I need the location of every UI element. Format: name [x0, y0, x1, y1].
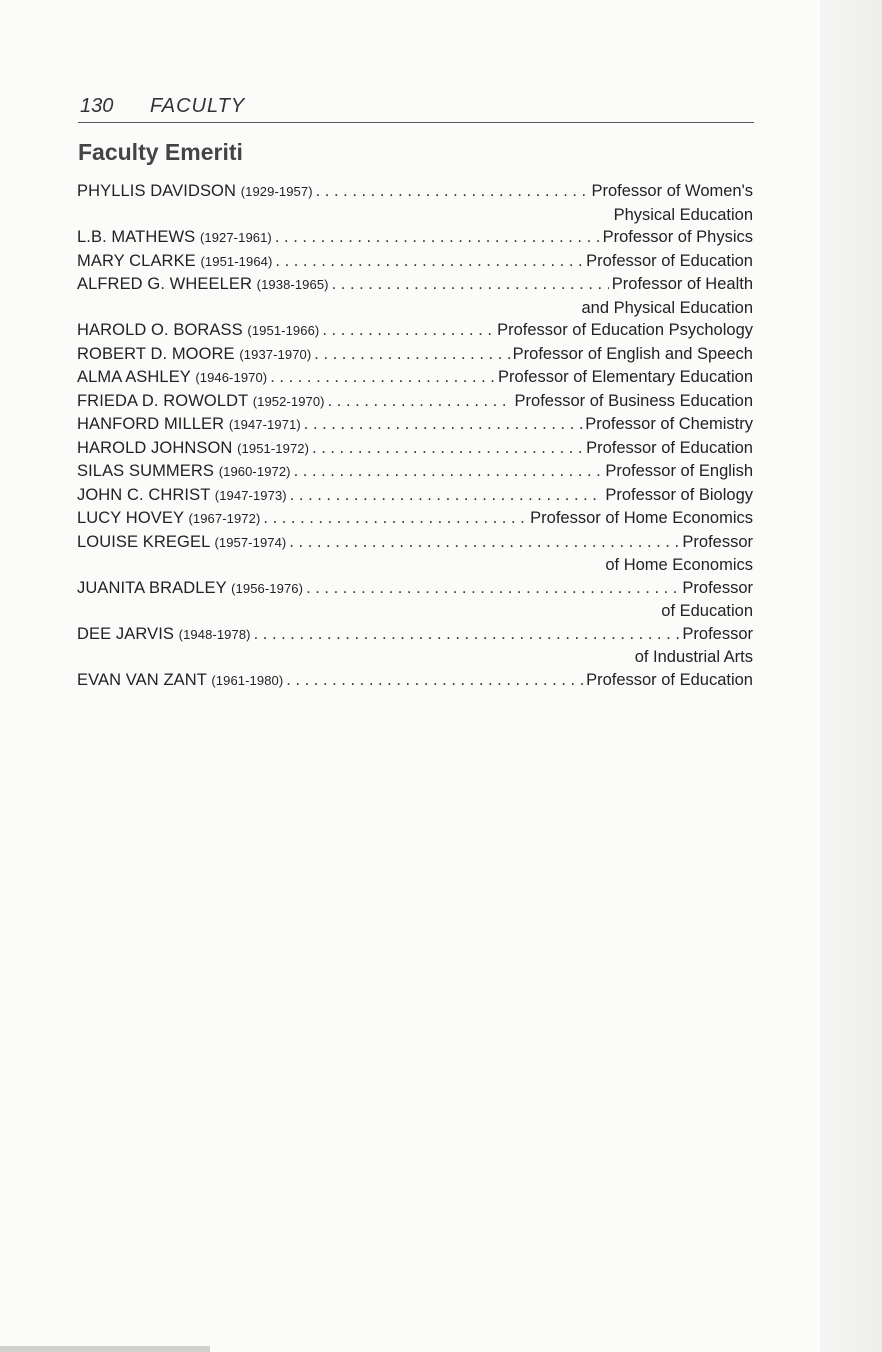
- entry-title-continuation: and Physical Education: [581, 298, 753, 317]
- faculty-entry: [77, 319, 753, 343]
- service-years: (1938-1965): [256, 277, 329, 292]
- entry-title: Professor of Education: [586, 251, 753, 270]
- entry-first-line: [77, 623, 753, 647]
- service-years: (1960-1972): [218, 464, 291, 479]
- entry-first-line: [77, 484, 753, 508]
- entry-title: Professor of Physics: [602, 228, 753, 246]
- running-head: FACULTY: [150, 95, 246, 117]
- entry-first-line: [77, 531, 753, 555]
- faculty-entry: [77, 484, 753, 508]
- entry-title: Professor of Women's: [591, 182, 753, 200]
- entry-first-line: [77, 226, 753, 250]
- entry-first-line: [77, 273, 753, 297]
- entry-title: Professor of Biology: [605, 485, 753, 504]
- service-years: (1947-1971): [228, 417, 301, 432]
- scan-edge-bar: [0, 1346, 210, 1352]
- faculty-entry: [77, 226, 753, 250]
- entry-name: [77, 623, 251, 647]
- dot-leader: [263, 507, 527, 530]
- entry-first-line: [77, 250, 753, 274]
- entry-name: [77, 669, 283, 693]
- dot-leader: [314, 343, 509, 366]
- dot-leader: [286, 669, 583, 692]
- entry-title: Professor of English: [605, 462, 753, 480]
- service-years: (1957-1974): [214, 534, 287, 550]
- entry-title-continuation: of Education: [661, 602, 753, 620]
- dot-leader: [289, 531, 679, 554]
- entry-name: [77, 460, 291, 484]
- dot-leader: [304, 413, 582, 436]
- service-years: (1947-1973): [214, 487, 287, 503]
- faculty-name: SILAS SUMMERS: [77, 462, 214, 480]
- faculty-entry: [77, 577, 753, 623]
- faculty-entry: [77, 250, 753, 274]
- entry-title: Professor: [682, 578, 753, 597]
- dot-leader: [322, 319, 494, 342]
- faculty-name: L.B. MATHEWS: [77, 228, 196, 246]
- service-years: (1951-1966): [247, 323, 320, 338]
- entry-name: [77, 390, 325, 414]
- service-years: (1952-1970): [252, 393, 325, 409]
- page-edge-shadow: [820, 0, 882, 1352]
- dot-leader: [306, 577, 679, 600]
- entry-name: [77, 484, 287, 508]
- entry-first-line: [77, 669, 753, 693]
- entry-title: Professor of English and Speech: [512, 344, 753, 363]
- faculty-entry: [77, 460, 753, 484]
- faculty-name: ALMA ASHLEY: [77, 368, 191, 386]
- faculty-name: DEE JARVIS: [77, 624, 174, 643]
- dot-leader: [316, 180, 589, 203]
- faculty-name: EVAN VAN ZANT: [77, 670, 207, 689]
- faculty-name: ROBERT D. MOORE: [77, 344, 235, 363]
- entry-first-line: [77, 507, 753, 531]
- faculty-entry: [77, 669, 753, 693]
- entry-name: [77, 343, 311, 367]
- faculty-name: LOUISE KREGEL: [77, 532, 210, 551]
- faculty-name: FRIEDA D. ROWOLDT: [77, 391, 248, 410]
- entry-title: Professor of Business Education: [514, 391, 753, 410]
- service-years: (1927-1961): [199, 230, 272, 245]
- entry-name: [77, 250, 272, 274]
- faculty-entry: [77, 390, 753, 414]
- service-years: (1961-1980): [211, 672, 284, 688]
- dot-leader: [290, 484, 603, 507]
- entry-name: [77, 507, 260, 531]
- entry-name: [77, 180, 313, 204]
- dot-leader: [332, 273, 609, 296]
- faculty-name: HANFORD MILLER: [77, 415, 225, 433]
- entry-title-continuation: Physical Education: [613, 205, 753, 224]
- faculty-entry: [77, 413, 753, 437]
- dot-leader: [328, 390, 512, 413]
- dot-leader: [294, 460, 603, 483]
- entry-name: [77, 413, 301, 437]
- entry-title: Professor: [682, 532, 753, 551]
- entry-title: Professor of Home Economics: [530, 509, 753, 527]
- entry-first-line: [77, 180, 753, 204]
- faculty-entry: [77, 180, 753, 226]
- faculty-name: HAROLD JOHNSON: [77, 438, 233, 457]
- faculty-entry: [77, 531, 753, 577]
- service-years: (1948-1978): [178, 626, 251, 642]
- entry-first-line: [77, 343, 753, 367]
- entry-title-continuation: of Home Economics: [605, 556, 753, 574]
- dot-leader: [275, 250, 583, 273]
- faculty-name: PHYLLIS DAVIDSON: [77, 182, 237, 200]
- entry-first-line: [77, 577, 753, 601]
- faculty-emeriti-list: [77, 180, 753, 692]
- faculty-entry: [77, 507, 753, 531]
- service-years: (1951-1972): [237, 440, 310, 456]
- entry-first-line: [77, 413, 753, 437]
- section-title: Faculty Emeriti: [78, 139, 243, 165]
- service-years: (1937-1970): [239, 346, 312, 362]
- service-years: (1951-1964): [200, 253, 273, 269]
- faculty-entry: [77, 437, 753, 461]
- faculty-entry: [77, 623, 753, 669]
- faculty-entry: [77, 343, 753, 367]
- dot-leader: [270, 366, 495, 389]
- entry-title: Professor of Education Psychology: [497, 321, 753, 339]
- page-number: 130: [80, 95, 114, 117]
- faculty-name: JUANITA BRADLEY: [77, 578, 227, 597]
- faculty-name: ALFRED G. WHEELER: [77, 275, 252, 293]
- entry-title: Professor: [682, 624, 753, 643]
- entry-name: [77, 366, 267, 390]
- entry-title-continuation: of Industrial Arts: [634, 648, 753, 666]
- service-years: (1967-1972): [188, 511, 261, 526]
- service-years: (1929-1957): [240, 184, 313, 199]
- faculty-name: LUCY HOVEY: [77, 509, 184, 527]
- entry-title: Professor of Education: [586, 438, 753, 457]
- faculty-entry: [77, 273, 753, 319]
- entry-title: Professor of Education: [586, 670, 753, 689]
- entry-name: [77, 319, 319, 343]
- entry-name: [77, 577, 303, 601]
- entry-first-line: [77, 460, 753, 484]
- entry-first-line: [77, 366, 753, 390]
- dot-leader: [312, 437, 583, 460]
- entry-name: [77, 531, 286, 555]
- faculty-name: JOHN C. CHRIST: [77, 485, 211, 504]
- faculty-name: HAROLD O. BORASS: [77, 321, 243, 339]
- entry-name: [77, 226, 272, 250]
- dot-leader: [254, 623, 680, 646]
- entry-first-line: [77, 319, 753, 343]
- entry-name: [77, 273, 329, 297]
- entry-title: Professor of Health: [611, 275, 753, 293]
- entry-name: [77, 437, 309, 461]
- service-years: (1946-1970): [195, 370, 268, 385]
- entry-first-line: [77, 390, 753, 414]
- service-years: (1956-1976): [231, 580, 304, 596]
- faculty-entry: [77, 366, 753, 390]
- entry-title: Professor of Elementary Education: [498, 368, 753, 386]
- page-header: [78, 92, 754, 123]
- faculty-name: MARY CLARKE: [77, 251, 196, 270]
- entry-first-line: [77, 437, 753, 461]
- entry-title: Professor of Chemistry: [585, 415, 753, 433]
- dot-leader: [275, 226, 600, 249]
